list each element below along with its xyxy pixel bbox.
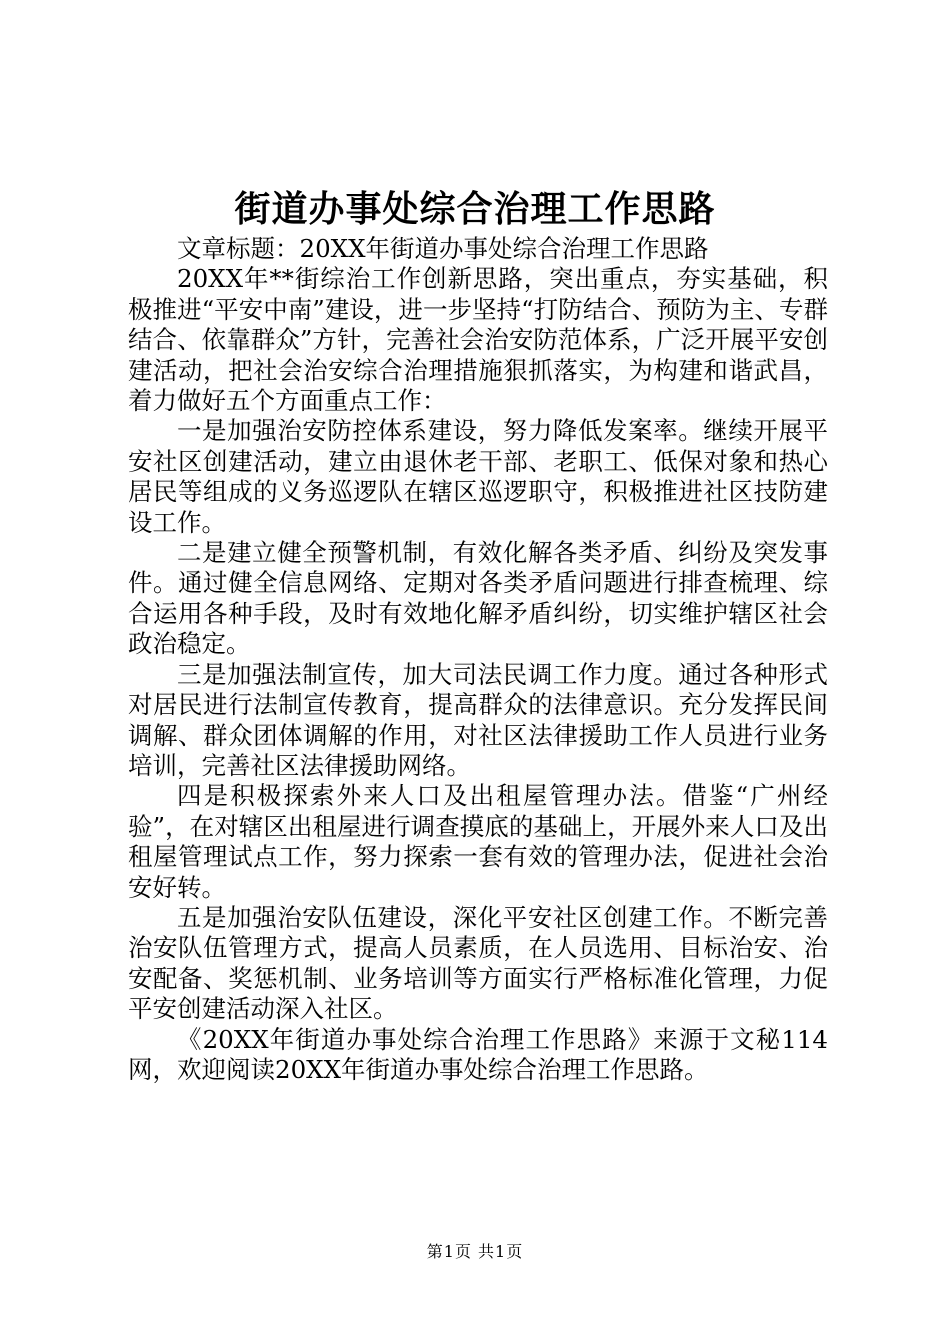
point-two-paragraph: 二是建立健全预警机制，有效化解各类矛盾、纠纷及突发事件。通过健全信息网络、定期对各类矛盾问题进行排查梳理、综合运用各种手段，及时有效地化解矛盾纠纷，切实维护辖区社会政治稳定。 [128, 538, 828, 659]
point-four-paragraph: 四是积极探索外来人口及出租屋管理办法。借鉴“广州经验”，在对辖区出租屋进行调查摸底的基础上，开展外来人口及出租屋管理试点工作，努力探索一套有效的管理办法，促进社会治安好转。 [128, 781, 828, 902]
source-note-paragraph: 《20XX年街道办事处综合治理工作思路》来源于文秘114网，欢迎阅读20XX年街道办事处综合治理工作思路。 [128, 1024, 828, 1084]
point-five-paragraph: 五是加强治安队伍建设，深化平安社区创建工作。不断完善治安队伍管理方式，提高人员素质，在人员选用、目标治安、治安配备、奖惩机制、业务培训等方面实行严格标准化管理，力促平安创建活动深入社区。 [128, 902, 828, 1024]
intro-paragraph: 20XX年**街综治工作创新思路，突出重点，夯实基础，积极推进“平安中南”建设，进一步坚持“打防结合、预防为主、专群结合、依靠群众”方针，完善社会治安防范体系，广泛开展平安创建活动，把社会治安综合治理措施狠抓落实，为构建和谐武昌，着力做好五个方面重点工作： [128, 264, 828, 416]
article-title-line: 文章标题：20XX年街道办事处综合治理工作思路 [177, 234, 709, 263]
point-one-paragraph: 一是加强治安防控体系建设，努力降低发案率。继续开展平安社区创建活动，建立由退休老干部、老职工、低保对象和热心居民等组成的义务巡逻队在辖区巡逻职守，积极推进社区技防建设工作。 [128, 416, 828, 537]
point-three-paragraph: 三是加强法制宣传，加大司法民调工作力度。通过各种形式对居民进行法制宣传教育，提高群众的法律意识。充分发挥民间调解、群众团体调解的作用，对社区法律援助工作人员进行业务培训，完善社区法律援助网络。 [128, 659, 828, 780]
document-body [128, 234, 828, 1085]
page-number-footer: 第1页 共1页 [426, 1242, 524, 1261]
document-title: 街道办事处综合治理工作思路 [234, 188, 716, 230]
